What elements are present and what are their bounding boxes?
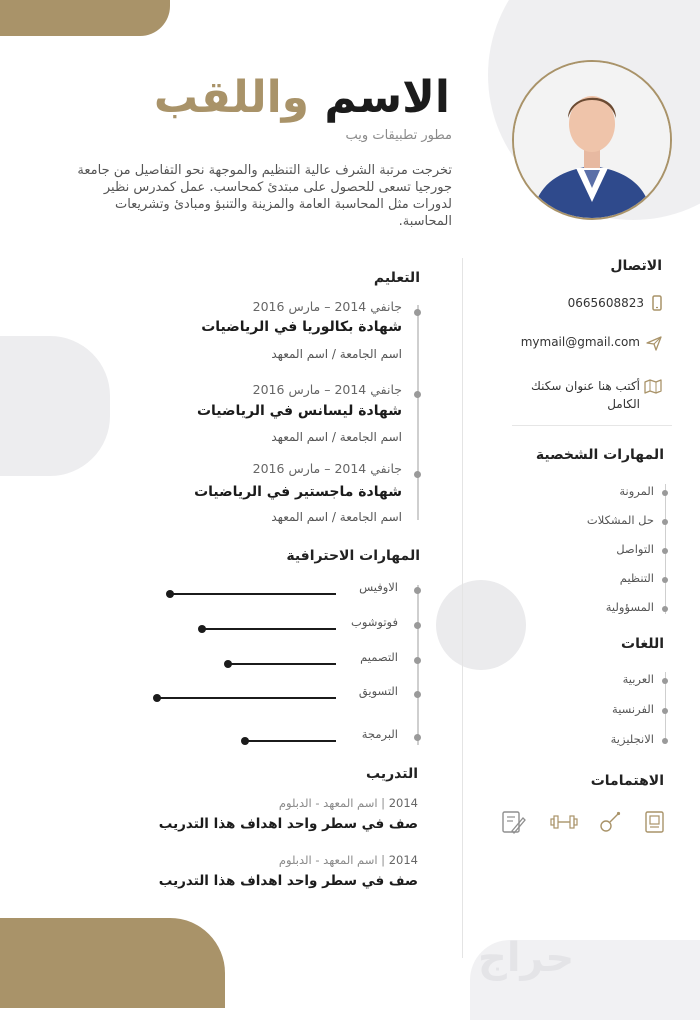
skill-level-bar — [157, 697, 336, 699]
writing-icon — [500, 809, 526, 835]
training-year: 2014 — [388, 796, 418, 810]
name-first-word: الاسم — [324, 72, 450, 123]
map-icon — [648, 378, 662, 392]
list-dot — [662, 738, 668, 744]
job-title: مطور تطبيقات ويب — [345, 128, 452, 143]
timeline-dot — [414, 587, 421, 594]
decorative-corner-top — [0, 0, 170, 36]
skill-level-knob — [166, 590, 174, 598]
education-institution: اسم الجامعة / اسم المعهد — [271, 510, 402, 524]
training-year: 2014 — [388, 853, 418, 867]
decorative-circle-middle — [436, 580, 526, 670]
profile-summary: تخرجت مرتبة الشرف عالية التنظيم والموجهة نحو التفاصيل من جامعة جورجيا تسعى للحصول على مبتدئ كمحاسب. عمل كمدرس نظير لدورات مثل المحاسبة العامة والمزينة والتنبؤ ومبادئ وتشريعات المحاسبة. — [77, 163, 452, 229]
training-title: صف في سطر واحد اهداف هذا التدريب — [158, 816, 418, 832]
list-dot — [662, 708, 668, 714]
phone-icon — [650, 295, 664, 309]
decorative-blob-left — [0, 336, 110, 476]
education-institution: اسم الجامعة / اسم المعهد — [271, 347, 402, 361]
personal-skill-item: حل المشكلات — [586, 513, 654, 527]
training-meta: 2014 | اسم المعهد - الدبلوم — [278, 853, 418, 867]
personal-skill-item: التواصل — [616, 542, 654, 556]
list-dot — [662, 678, 668, 684]
education-date: جانفي 2014 – مارس 2016 — [252, 382, 402, 397]
timeline-dot — [414, 391, 421, 398]
contact-phone: 0665608823 — [567, 296, 644, 310]
language-item: الانجليزية — [610, 732, 654, 746]
timeline-dot — [414, 309, 421, 316]
language-item: العربية — [622, 672, 654, 686]
training-institute: اسم المعهد - الدبلوم — [278, 853, 378, 867]
skill-level-knob — [198, 625, 206, 633]
person-illustration — [514, 62, 670, 218]
skill-level-knob — [153, 694, 161, 702]
education-degree: شهادة ليسانس في الرياضيات — [196, 403, 402, 419]
skill-level-bar — [245, 740, 336, 742]
full-name — [154, 70, 450, 126]
skill-label: البرمجة — [361, 727, 398, 741]
column-divider — [462, 258, 463, 958]
contact-address-line2: الكامل — [607, 397, 640, 411]
education-date: جانفي 2014 – مارس 2016 — [252, 461, 402, 476]
interests-heading: الاهتمامات — [590, 773, 664, 789]
skill-level-bar — [228, 663, 336, 665]
education-date: جانفي 2014 – مارس 2016 — [252, 299, 402, 314]
fitness-icon — [552, 809, 578, 835]
music-icon — [597, 809, 623, 835]
training-institute: اسم المعهد - الدبلوم — [278, 796, 378, 810]
profile-photo — [512, 60, 672, 220]
skill-label: التسويق — [358, 684, 398, 698]
list-dot — [662, 490, 668, 496]
list-dot — [662, 519, 668, 525]
watermark-logo: حراج — [478, 935, 575, 981]
timeline-dot — [414, 691, 421, 698]
timeline-dot — [414, 734, 421, 741]
skill-label: التصميم — [360, 650, 398, 664]
training-meta: 2014 | اسم المعهد - الدبلوم — [278, 796, 418, 810]
skill-label: فوتوشوب — [351, 615, 398, 629]
timeline-dot — [414, 657, 421, 664]
education-degree: شهادة بكالوريا في الرياضيات — [201, 319, 402, 335]
personal-skill-item: التنظيم — [619, 571, 654, 585]
skill-level-knob — [241, 737, 249, 745]
education-institution: اسم الجامعة / اسم المعهد — [271, 430, 402, 444]
language-item: الفرنسية — [612, 702, 654, 716]
timeline-dot — [414, 471, 421, 478]
training-heading: التدريب — [366, 766, 418, 782]
timeline-dot — [414, 622, 421, 629]
contact-email: mymail@gmail.com — [520, 335, 640, 349]
education-degree: شهادة ماجستير في الرياضيات — [194, 484, 402, 500]
list-dot — [662, 577, 668, 583]
skill-level-bar — [202, 628, 336, 630]
pro-skills-heading: المهارات الاحترافية — [286, 548, 420, 564]
personal-skill-item: المسؤولية — [605, 600, 654, 614]
personal-skill-item: المرونة — [619, 484, 654, 498]
skill-label: الاوفيس — [359, 580, 398, 594]
education-timeline — [417, 305, 419, 520]
skills-timeline — [417, 585, 419, 745]
decorative-corner-bottom — [0, 918, 225, 1008]
personal-skills-heading: المهارات الشخصية — [535, 447, 664, 463]
reading-icon — [642, 809, 668, 835]
education-heading: التعليم — [373, 270, 420, 286]
languages-heading: اللغات — [621, 636, 664, 652]
section-separator — [512, 425, 672, 426]
name-second-word: واللقب — [153, 72, 310, 123]
contact-address-line1: أكتب هنا عنوان سكنك — [530, 379, 640, 393]
contact-heading: الاتصال — [610, 258, 662, 274]
training-title: صف في سطر واحد اهداف هذا التدريب — [158, 873, 418, 889]
skill-level-knob — [224, 660, 232, 668]
skill-level-bar — [170, 593, 336, 595]
list-dot — [662, 548, 668, 554]
list-dot — [662, 606, 668, 612]
send-icon — [648, 335, 662, 349]
